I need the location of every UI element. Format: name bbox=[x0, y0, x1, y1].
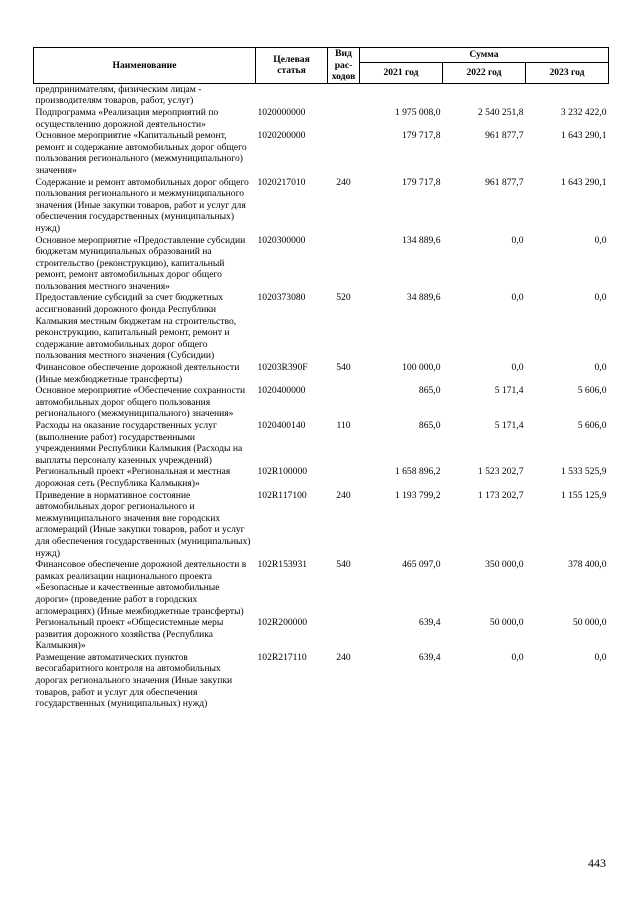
cell-name: Региональный проект «Региональная и местная дорожная сеть (Республика Калмыкия)» bbox=[35, 466, 231, 489]
cell-sum-2023 bbox=[526, 83, 609, 107]
cell-sum-2023: 50 000,0 bbox=[572, 617, 607, 629]
cell-expense-type bbox=[328, 83, 360, 107]
cell-sum-2023: 1 155 125,9 bbox=[560, 489, 607, 501]
cell-target-article: 1020300000 bbox=[257, 234, 306, 246]
table-row bbox=[34, 177, 609, 235]
budget-table bbox=[33, 47, 609, 710]
table-row bbox=[34, 420, 609, 466]
cell-expense-type bbox=[328, 385, 360, 420]
table-row bbox=[34, 130, 609, 176]
cell-sum-2022 bbox=[443, 83, 526, 107]
cell-expense-type bbox=[328, 235, 360, 293]
cell-name: Размещение автоматических пунктов весогабаритного контроля на автомобильных дорогах регионального значения (Иные закупки товаров, работ и услуг для обеспечения государственных (муниципальных) нужд) bbox=[35, 651, 233, 710]
cell-target-article: 1020373080 bbox=[257, 292, 306, 304]
cell-name: Основное мероприятие «Капитальный ремонт, ремонт и содержание автомобильных дорог общего пользования регионального (межмуниципального) значения» bbox=[35, 130, 247, 176]
cell-target-article: 1020000000 bbox=[257, 106, 306, 118]
cell-expense-type: 540 bbox=[336, 362, 351, 374]
cell-sum-2021: 134 889,6 bbox=[402, 234, 441, 246]
cell-sum-2022: 5 171,4 bbox=[494, 420, 524, 431]
cell-sum-2022: 0,0 bbox=[511, 292, 524, 304]
cell-sum-2021: 179 717,8 bbox=[402, 176, 441, 188]
cell-sum-2022: 1 173 202,7 bbox=[477, 489, 524, 501]
table-row bbox=[34, 490, 609, 560]
cell-sum-2023: 3 232 422,0 bbox=[560, 106, 607, 118]
cell-sum-2023: 1 643 290,1 bbox=[560, 176, 607, 188]
cell-sum-2022: 50 000,0 bbox=[489, 617, 524, 629]
cell-sum-2021 bbox=[360, 83, 443, 107]
cell-target-article: 102R153931 bbox=[257, 559, 308, 571]
cell-sum-2022: 350 000,0 bbox=[485, 559, 524, 571]
cell-sum-2021: 1 975 008,0 bbox=[394, 106, 441, 118]
cell-sum-2021: 465 097,0 bbox=[402, 559, 441, 571]
cell-name: Финансовое обеспечение дорожной деятельности в рамках реализации национального проекта «Безопасные и качественные автомобильные дороги» (проведение работ в городских агломерациях) (Иные межбюджетные трансферты) bbox=[35, 559, 247, 617]
cell-target-article: 102R100000 bbox=[257, 466, 308, 478]
table-row bbox=[34, 235, 609, 293]
cell-target-article: 10203R390F bbox=[257, 362, 308, 374]
cell-sum-2022: 0,0 bbox=[511, 651, 524, 663]
cell-expense-type: 240 bbox=[336, 489, 351, 501]
cell-sum-2023: 378 400,0 bbox=[568, 559, 607, 571]
cell-sum-2022: 5 171,4 bbox=[494, 385, 524, 397]
header-year-2023: 2023 год bbox=[526, 63, 609, 83]
cell-target-article: 1020200000 bbox=[257, 130, 306, 142]
header-name: Наименование bbox=[34, 48, 256, 84]
table-row bbox=[34, 617, 609, 652]
cell-name: Финансовое обеспечение дорожной деятельности (Иные межбюджетные трансферты) bbox=[35, 362, 240, 385]
page-number: 443 bbox=[588, 856, 606, 870]
cell-sum-2023: 0,0 bbox=[594, 362, 607, 374]
cell-name: Предоставление субсидий за счет бюджетных ассигнований дорожного фонда Республики Калмыкия местным бюджетам на строительство, реконструкцию, капитальный ремонт, ремонт и содержание автомобильных дорог общего пользования местного значения (Субсидии) bbox=[35, 292, 237, 362]
cell-expense-type bbox=[328, 466, 360, 489]
cell-expense-type bbox=[328, 107, 360, 130]
cell-sum-2021: 34 889,6 bbox=[406, 292, 441, 304]
cell-sum-2023: 1 643 290,1 bbox=[560, 130, 607, 142]
cell-sum-2021: 100 000,0 bbox=[402, 362, 441, 374]
cell-sum-2022: 0,0 bbox=[511, 362, 524, 374]
cell-sum-2023: 0,0 bbox=[594, 234, 607, 246]
cell-name: Подпрограмма «Реализация мероприятий по осуществлению дорожной деятельности» bbox=[35, 106, 219, 130]
table-row bbox=[34, 652, 609, 710]
cell-name: Основное мероприятие «Предоставление субсидии бюджетам муниципальных образований на строительство (реконструкцию), капитальный ремонт, ремонт автомобильных дорог общего пользования местного значения» bbox=[35, 234, 246, 292]
cell-sum-2022: 1 523 202,7 bbox=[477, 466, 524, 478]
cell-sum-2021: 865,0 bbox=[418, 420, 441, 431]
table-row bbox=[34, 559, 609, 617]
cell-sum-2021: 1 658 896,2 bbox=[394, 466, 441, 478]
cell-expense-type: 110 bbox=[336, 420, 351, 431]
header-sum: Сумма bbox=[360, 48, 609, 63]
document-page bbox=[33, 47, 609, 710]
cell-expense-type: 540 bbox=[336, 559, 351, 571]
cell-sum-2021: 179 717,8 bbox=[402, 130, 441, 142]
cell-target-article: 1020400000 bbox=[257, 385, 306, 397]
header-expense-type: Вид рас-ходов bbox=[328, 48, 360, 84]
cell-name: Приведение в нормативное состояние автомобильных дорог регионального и межмуниципального значения вне городских агломераций (Иные закупки товаров, работ и услуг для обеспечения государственных (муниципальных) нужд) bbox=[35, 489, 251, 559]
cell-name: Региональный проект «Общесистемные меры развития дорожного хозяйства (Республика Калмыкия)» bbox=[35, 617, 224, 652]
cell-sum-2022: 0,0 bbox=[511, 234, 524, 246]
cell-target-article: 1020400140 bbox=[257, 420, 306, 431]
table-row bbox=[34, 385, 609, 420]
cell-expense-type bbox=[328, 617, 360, 652]
cell-expense-type bbox=[328, 130, 360, 176]
cell-sum-2021: 1 193 799,2 bbox=[394, 489, 441, 501]
cell-sum-2021: 639,4 bbox=[418, 617, 441, 629]
cell-sum-2023: 0,0 bbox=[594, 292, 607, 304]
cell-target-article: 1020217010 bbox=[257, 176, 306, 188]
header-year-2022: 2022 год bbox=[443, 63, 526, 83]
cell-sum-2023: 5 606,0 bbox=[577, 420, 607, 431]
cell-sum-2021: 639,4 bbox=[418, 651, 441, 663]
cell-sum-2022: 961 877,7 bbox=[485, 176, 524, 188]
cell-sum-2022: 2 540 251,8 bbox=[477, 106, 524, 118]
cell-expense-type: 520 bbox=[336, 292, 351, 304]
cell-name: предпринимателям, физическим лицам - производителям товаров, работ, услуг) bbox=[35, 83, 202, 107]
cell-expense-type: 240 bbox=[336, 176, 351, 188]
cell-sum-2022: 961 877,7 bbox=[485, 130, 524, 142]
cell-name: Основное мероприятие «Обеспечение сохранности автомобильных дорог общего пользования регионального (межмуниципального) значения» bbox=[35, 385, 246, 420]
cell-expense-type: 240 bbox=[336, 651, 351, 663]
table-row bbox=[34, 362, 609, 385]
cell-sum-2023: 0,0 bbox=[594, 651, 607, 663]
cell-sum-2021: 865,0 bbox=[418, 385, 441, 397]
table-row bbox=[34, 466, 609, 489]
cell-sum-2023: 5 606,0 bbox=[577, 385, 607, 397]
table-row bbox=[34, 292, 609, 362]
table-row bbox=[34, 107, 609, 130]
cell-sum-2023: 1 533 525,9 bbox=[560, 466, 607, 478]
cell-target-article: 102R200000 bbox=[257, 617, 308, 629]
cell-target-article: 102R217110 bbox=[257, 651, 307, 663]
cell-name: Расходы на оказание государственных услуг (выполнение работ) государственными учреждениями Республики Калмыкия (Расходы на выплаты персоналу казенных учреждений) bbox=[35, 420, 243, 466]
cell-name: Содержание и ремонт автомобильных дорог общего пользования регионального и межмуниципального значения (Иные закупки товаров, работ и услуг для обеспечения государственных (муниципальных) нужд) bbox=[35, 176, 249, 234]
table-row bbox=[34, 83, 609, 107]
header-target-article: Целевая статья bbox=[256, 48, 328, 84]
cell-target-article: 102R117100 bbox=[257, 489, 307, 501]
cell-target-article bbox=[256, 83, 328, 107]
header-year-2021: 2021 год bbox=[360, 63, 443, 83]
